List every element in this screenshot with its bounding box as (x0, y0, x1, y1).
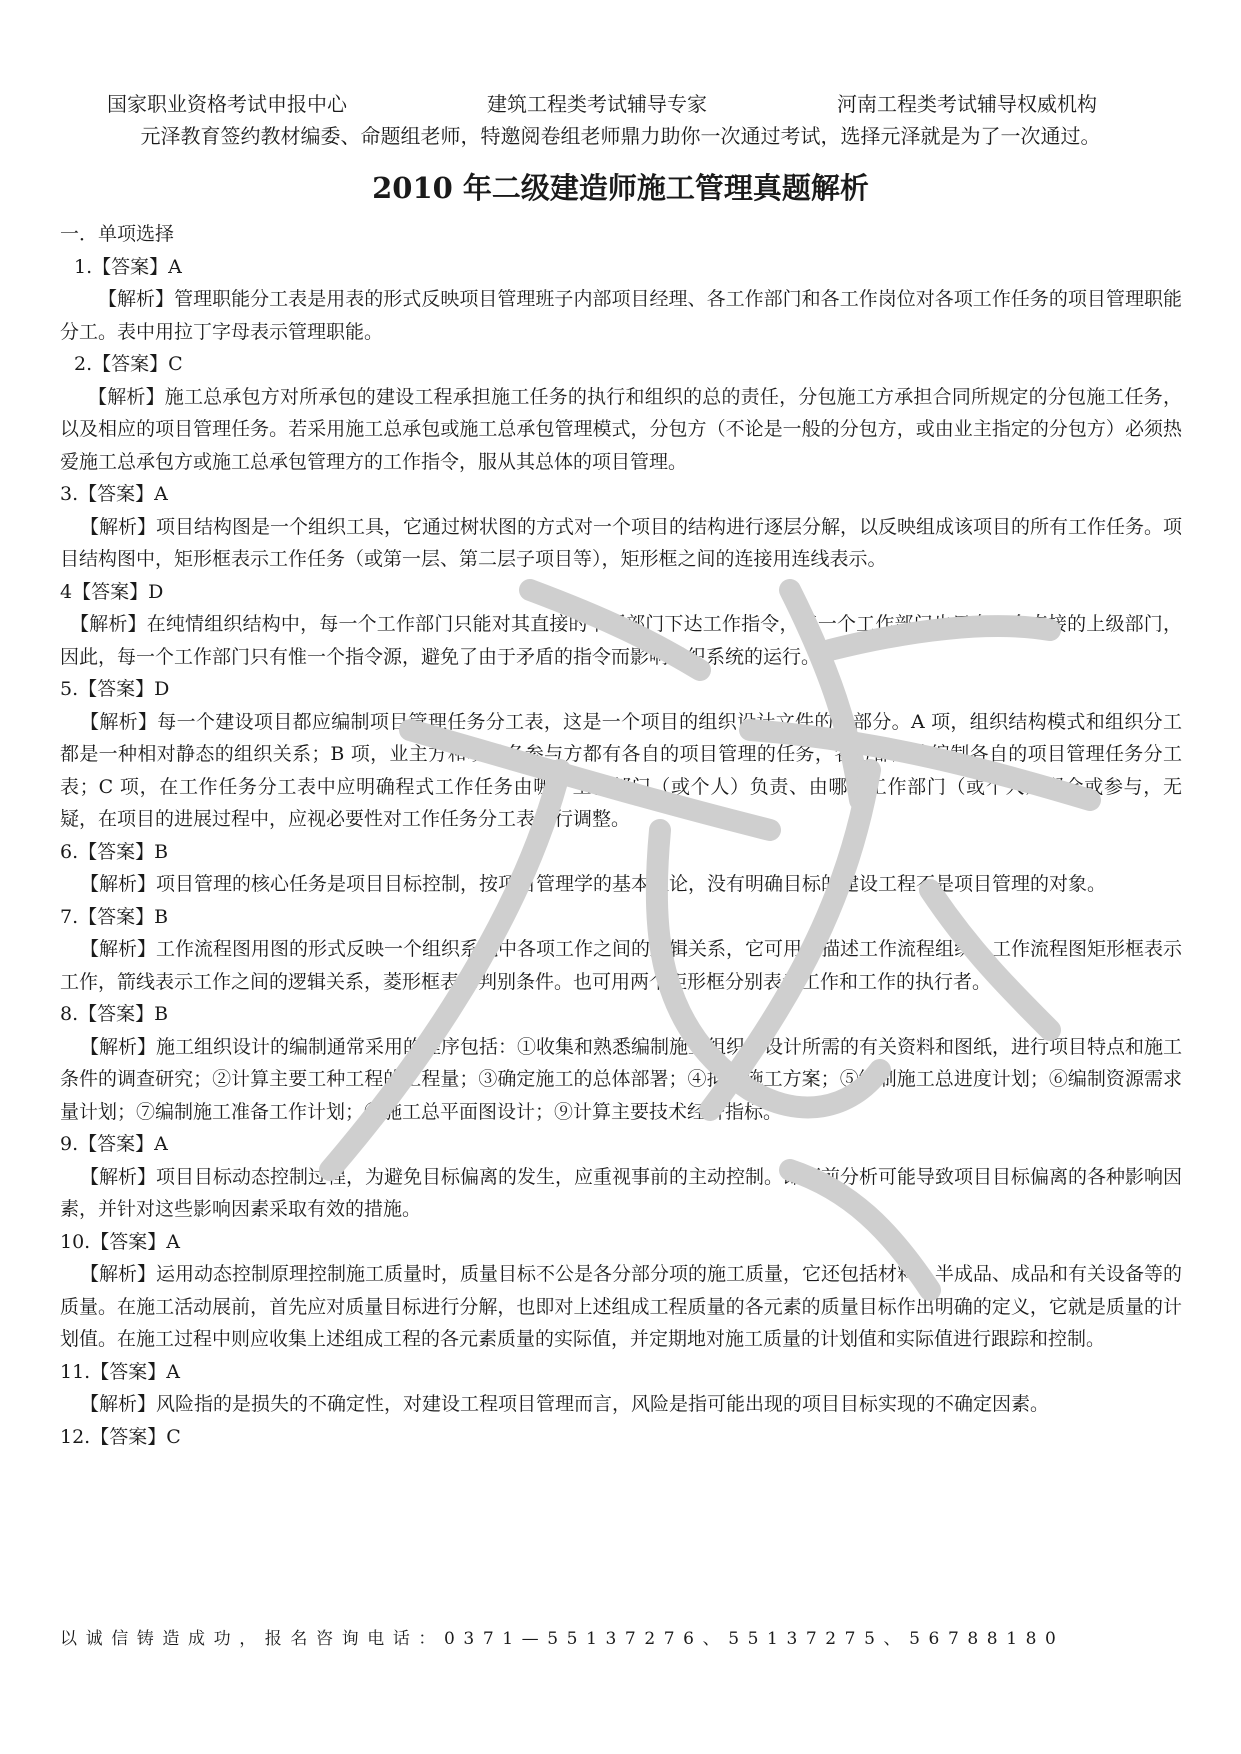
answer-line: 5.【答案】D (60, 678, 170, 700)
explanation-paragraph: 【解析】项目目标动态控制过程，为避免目标偏离的发生，应重视事前的主动控制。即事前分析可能导致项目目标偏离的各种影响因素，并针对这些影响因素采取有效的措施。 (60, 1165, 1183, 1220)
section-heading: 一．单项选择 (60, 223, 175, 245)
explanation-paragraph: 【解析】管理职能分工表是用表的形式反映项目管理班子内部项目经理、各工作部门和各工作岗位对各项工作任务的项目管理职能分工。表中用拉丁字母表示管理职能。 (60, 288, 1182, 343)
footer-contact: 以诚信铸造成功，报名咨询电话：0371—55137276、55137275、56788180 (60, 1629, 1065, 1649)
explanation-paragraph: 【解析】每一个建设项目都应编制项目管理任务分工表，这是一个项目的组织设计文件的一部分。A 项，组织结构模式和组织分工都是一种相对静态的组织关系；B 项，业主方和项目各参与方都有各自的项目管理的任务，各方都应该编制各自的项目管理任务分工表；C 项，在工作任务分工表中应明确程式工作任务由哪个工作部门（或个人）负责、由哪些工作部门（或个人）配合或参与，无疑，在项目的进展过程中，应视必要性对工作任务分工表进行调整。 (60, 710, 1182, 830)
page-title: 2010 年二级建造师施工管理真题解析 (372, 171, 869, 205)
answer-line: 1.【答案】A (74, 255, 182, 278)
explanation-paragraph: 【解析】工作流程图用图的形式反映一个组织系统中各项工作之间的逻辑关系，它可用以描述工作流程组织。工作流程图矩形框表示工作，箭线表示工作之间的逻辑关系，菱形框表示判别条件。也可用两个矩形框分别表示工作和工作的执行者。 (60, 938, 1183, 993)
answer-line: 7.【答案】B (60, 905, 169, 928)
answer-line: 2.【答案】C (74, 353, 183, 375)
answer-line: 11.【答案】A (60, 1360, 180, 1383)
header-center-text: 建筑工程类考试辅导专家 (487, 92, 707, 116)
explanation-paragraph: 【解析】施工总承包方对所承包的建设工程承担施工任务的执行和组织的总的责任，分包施工方承担合同所规定的分包施工任务，以及相应的项目管理任务。若采用施工总承包或施工总承包管理模式，分包方（不论是一般的分包方，或由业主指定的分包方）必须热爱施工总承包方或施工总承包管理方的工作指令，服从其总体的项目管理。 (60, 385, 1182, 473)
explanation-paragraph: 【解析】项目结构图是一个组织工具，它通过树状图的方式对一个项目的结构进行逐层分解，以反映组成该项目的所有工作任务。项目结构图中，矩形框表示工作任务（或第一层、第二层子项目等），矩形框之间的连接用连线表示。 (60, 515, 1183, 570)
explanation-paragraph: 【解析】项目管理的核心任务是项目目标控制，按项目管理学的基本理论，没有明确目标的建设工程不是项目管理的对象。 (80, 873, 1107, 895)
header-tagline: 元泽教育签约教材编委、命题组老师，特邀阅卷组老师鼎力助你一次通过考试，选择元泽就是为了一次通过。 (140, 124, 1101, 148)
answer-line: 4【答案】D (60, 580, 164, 603)
answer-line: 6.【答案】B (60, 840, 169, 863)
explanation-paragraph: 【解析】运用动态控制原理控制施工质量时，质量目标不公是各分部分项的施工质量，它还包括材料、半成品、成品和有关设备等的质量。在施工活动展前，首先应对质量目标进行分解，也即对上述组成工程质量的各元素的质量目标作出明确的定义，它就是质量的计划值。在施工过程中则应收集上述组成工程的各元素质量的实际值，并定期地对施工质量的计划值和实际值进行跟踪和控制。 (60, 1263, 1183, 1350)
answer-line: 9.【答案】A (60, 1133, 168, 1155)
answer-line: 8.【答案】B (60, 1003, 169, 1025)
header-row (0, 88, 1241, 122)
explanation-paragraph: 【解析】风险指的是损失的不确定性，对建设工程项目管理而言，风险是指可能出现的项目目标实现的不确定因素。 (80, 1393, 1050, 1415)
answer-line: 12.【答案】C (60, 1425, 181, 1448)
header-left-text: 国家职业资格考试申报中心 (107, 92, 347, 116)
answer-line: 10.【答案】A (60, 1230, 180, 1253)
document-body (60, 218, 1182, 1453)
header-right-text: 河南工程类考试辅导权威机构 (837, 92, 1097, 116)
explanation-paragraph: 【解析】施工组织设计的编制通常采用的程序包括：①收集和熟悉编制施工组织总设计所需的有关资料和图纸，进行项目特点和施工条件的调查研究；②计算主要工种工程的工程量；③确定施工的总体部署；④拟订施工方案；⑤编制施工总进度计划；⑥编制资源需求量计划；⑦编制施工准备工作计划；⑧施工总平面图设计；⑨计算主要技术经济指标。 (60, 1035, 1183, 1123)
explanation-paragraph: 【解析】在纯情组织结构中，每一个工作部门只能对其直接的下属部门下达工作指令，每一个工作部门也只有一个直接的上级部门，因此，每一个工作部门只有惟一个指令源，避免了由于矛盾的指令而影响组织系统的运行。 (60, 613, 1182, 668)
answer-line: 3.【答案】A (60, 483, 168, 505)
